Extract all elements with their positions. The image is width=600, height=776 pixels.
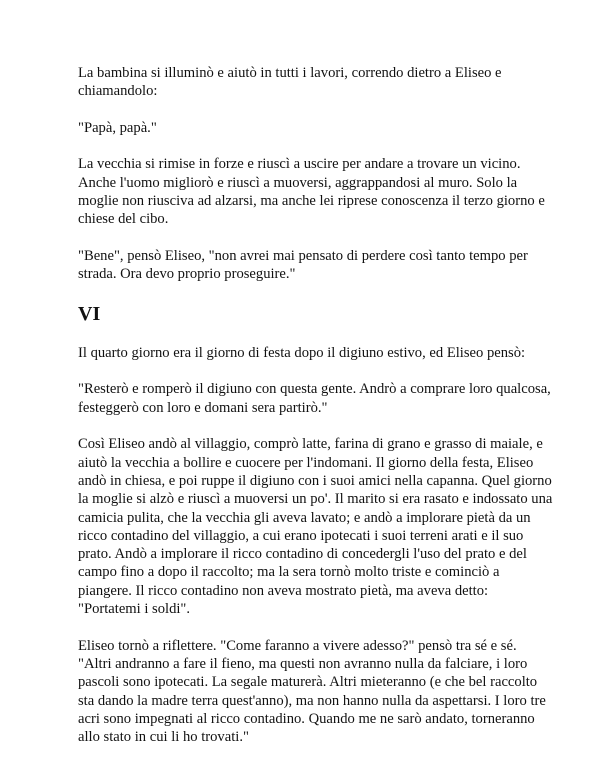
paragraph-2: "Papà, papà."	[78, 119, 157, 136]
paragraph-5: Il quarto giorno era il giorno di festa dopo il digiuno estivo, ed Eliseo pensò:	[78, 344, 526, 361]
paragraph-7: Così Eliseo andò al villaggio, comprò latte, farina di grano e grasso di maiale, e aiutò la vecchia a bollire e cuocere per l'indomani. Il giorno della festa, Eliseo andò in chiesa, e poi ruppe il digiuno con i suoi amici nella capanna. Quel giorno la moglie si alzò e riuscì a muoversi un po'. Il marito si era rasato e indossato una camicia pulita, che la vecchia gli aveva lavato; e andò a implorare pietà da un ricco contadino del villaggio, a cui erano ipotecati i suoi terreni arati e il suo prato. Andò a implorare il ricco contadino di concedergli l'uso del prato e del campo fino a dopo il raccolto; ma la sera tornò molto triste e cominciò a piangere. Il ricco contadino non aveva mostrato pietà, ma aveva detto: "Portatemi i soldi".	[78, 436, 553, 618]
paragraph-6: "Resterò e romperò il digiuno con questa gente. Andrò a comprare loro qualcosa, festeggerò con loro e domani sera partirò."	[78, 381, 551, 416]
paragraph-3: La vecchia si rimise in forze e riuscì a uscire per andare a trovare un vicino. Anche l'uomo migliorò e riuscì a muoversi, aggrappandosi al muro. Solo la moglie non riusciva ad alzarsi, ma anche lei riprese conoscenza il terzo giorno e chiese del cibo.	[78, 156, 545, 228]
document-page	[78, 64, 553, 765]
paragraph-4: "Bene", pensò Eliseo, "non avrei mai pensato di perdere così tanto tempo per strada. Ora devo proprio proseguire."	[78, 247, 528, 283]
paragraph-1: La bambina si illuminò e aiutò in tutti i lavori, correndo dietro a Eliseo e chiamandolo:	[78, 65, 502, 100]
chapter-heading: VI	[78, 302, 101, 325]
paragraph-8: Eliseo tornò a riflettere. "Come faranno a vivere adesso?" pensò tra sé e sé. "Altri andranno a fare il fieno, ma questi non avranno nulla da falciare, i loro pascoli sono ipotecati. La segale maturerà. Altri mieteranno (e che bel raccolto sta dando la madre terra quest'anno), ma non hanno nulla da aspettarsi. I loro tre acri sono impegnati al ricco contadino. Quando me ne sarò andato, torneranno allo stato in cui li ho trovati."	[78, 637, 546, 746]
